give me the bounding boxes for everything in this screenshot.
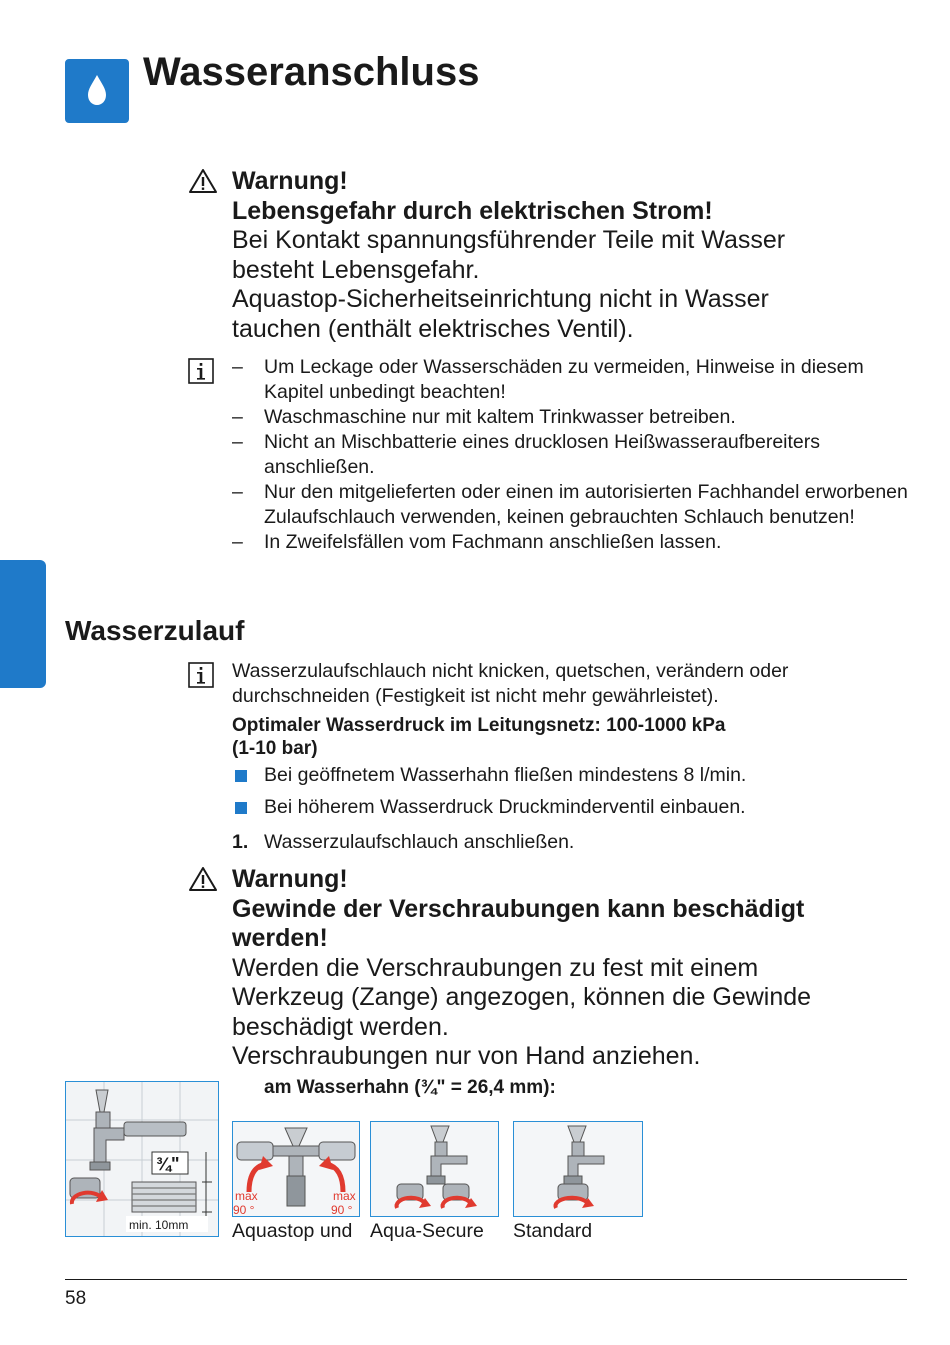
step-number: 1. [232, 831, 249, 853]
pressure-heading: Optimaler Wasserdruck im Leitungsnetz: 100-1000 kPa [232, 715, 726, 736]
figure-caption-standard: Standard [513, 1220, 593, 1242]
standard-connection-illustration [513, 1121, 643, 1217]
warning-text-line: besteht Lebensgefahr. [232, 255, 480, 284]
safety-notes-list [232, 355, 922, 555]
warning-thread-damage [232, 865, 912, 1072]
warning-triangle-icon [188, 168, 218, 194]
hose-handling-note: Wasserzulaufschlauch nicht knicken, quetschen, verändern oder durchschneiden (Festigkeit ist nicht mehr gewährleistet). [232, 660, 789, 707]
warning-text-line: Bei Kontakt spannungsführender Teile mit Wasser [232, 226, 786, 254]
figure-caption-aqua-secure: Aqua-Secure [370, 1220, 484, 1242]
warning-text-line: Werkzeug (Zange) angezogen, können die Gewinde [232, 983, 812, 1011]
water-drop-icon [65, 59, 129, 123]
figure-caption-aquastop: Aquastop und [232, 1220, 353, 1242]
warning-subheading: Gewinde der Verschraubungen kann beschädigt [232, 894, 805, 923]
pressure-bullets [232, 763, 922, 827]
list-item: Bei höherem Wasserdruck Druckminderventil einbauen. [232, 795, 922, 820]
max-angle-label: max [333, 1189, 356, 1203]
warning-subheading: Lebensgefahr durch elektrischen Strom! [232, 196, 713, 225]
faucet-thread-label: am Wasserhahn (¾" = 26,4 mm): [264, 1077, 556, 1098]
page-number: 58 [65, 1288, 87, 1309]
list-item: – Waschmaschine nur mit kaltem Trinkwasser betreiben. [232, 405, 922, 430]
info-icon [188, 358, 214, 384]
warning-electric-shock [232, 167, 912, 344]
list-item: – Um Leckage oder Wasserschäden zu vermeiden, Hinweise in diesem Kapitel unbedingt beachten! [232, 355, 922, 405]
thread-size-label: ¾" [156, 1154, 180, 1174]
max-angle-value: 90 ° [331, 1203, 353, 1216]
max-angle-value: 90 ° [233, 1203, 255, 1216]
aqua-secure-connection-illustration [370, 1121, 499, 1217]
faucet-thread-illustration [65, 1081, 219, 1237]
pressure-range: (1-10 bar) [232, 738, 318, 759]
list-item: – Nur den mitgelieferten oder einen im autorisierten Fachhandel erworbenen Zulaufschlauch verwenden, keinen gebrauchten Schlauch benutzen! [232, 480, 922, 530]
list-item: Bei geöffnetem Wasserhahn fließen mindestens 8 l/min. [232, 763, 922, 788]
list-item: – Nicht an Mischbatterie eines drucklosen Heißwasseraufbereiters anschließen. [232, 430, 922, 480]
section-heading: Wasserzulauf [65, 615, 245, 646]
warning-text-line: Aquastop-Sicherheitseinrichtung nicht in Wasser [232, 285, 769, 313]
page-title: Wasseranschluss [143, 50, 480, 94]
warning-heading: Warnung! [232, 167, 348, 195]
warning-text-line: Verschraubungen nur von Hand anziehen. [232, 1042, 701, 1070]
info-icon [188, 662, 214, 688]
list-item: – In Zweifelsfällen vom Fachmann anschließen lassen. [232, 530, 922, 555]
warning-text-line: Werden die Verschraubungen zu fest mit einem [232, 953, 759, 982]
warning-triangle-icon [188, 866, 218, 892]
max-angle-label: max [235, 1189, 258, 1203]
warning-text-line: beschädigt werden. [232, 1012, 449, 1041]
step-1 [232, 830, 574, 855]
warning-heading: Warnung! [232, 865, 348, 893]
chapter-side-tab [0, 560, 46, 688]
step-text: Wasserzulaufschlauch anschließen. [264, 831, 575, 853]
footer-divider [65, 1279, 907, 1280]
aquastop-connection-illustration [232, 1121, 360, 1217]
warning-text-line: tauchen (enthält elektrisches Ventil). [232, 314, 634, 343]
warning-subheading: werden! [232, 924, 328, 952]
min-length-label: min. 10mm [129, 1218, 189, 1232]
